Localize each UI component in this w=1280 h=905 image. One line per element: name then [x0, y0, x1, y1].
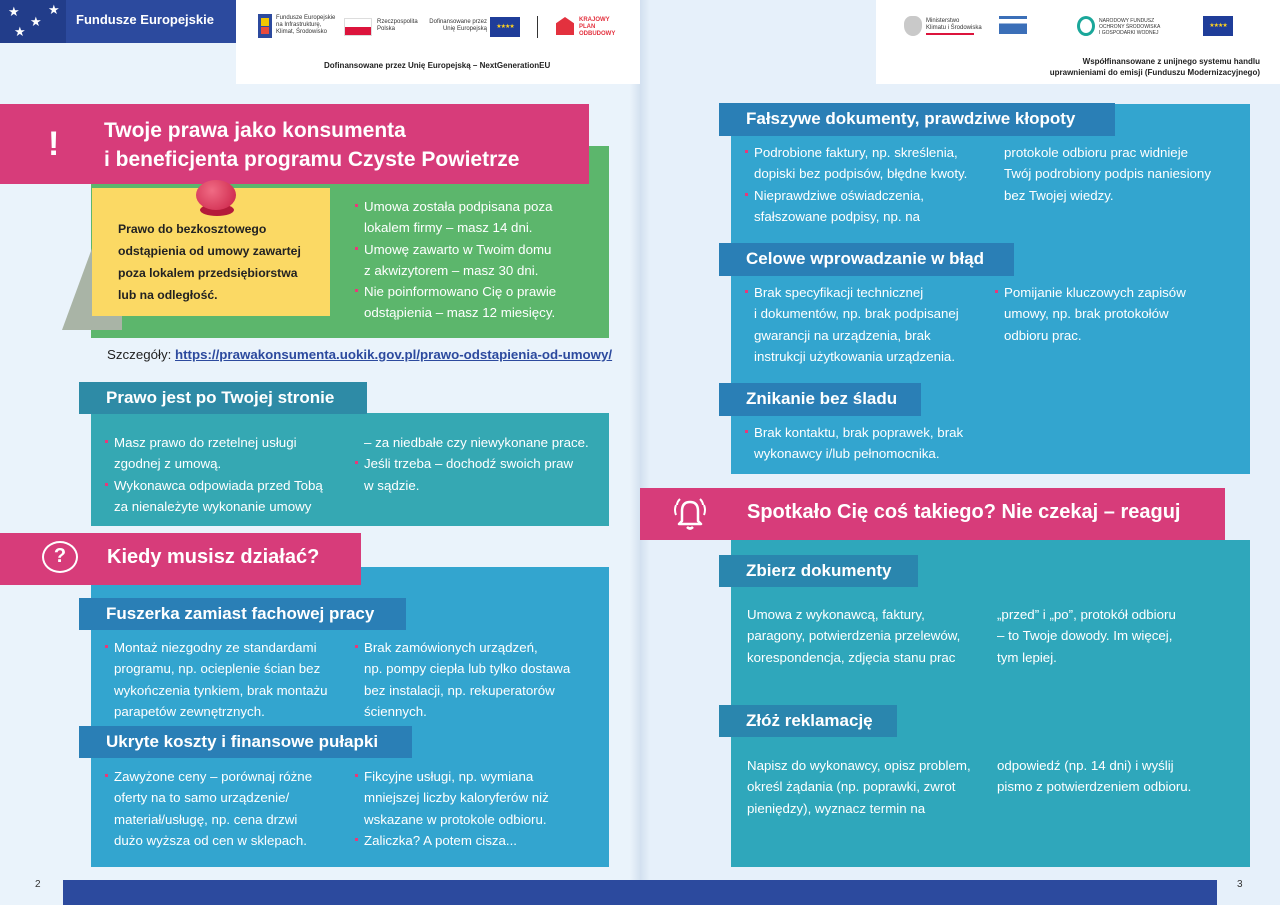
pushpin-icon	[196, 180, 236, 210]
list-item: Brak zamówionych urządzeń, np. pompy ciepła lub tylko dostawa bez instalacji, np. rekuperatorów ściennych.	[355, 637, 605, 722]
when-act-banner	[0, 533, 361, 585]
rp-logo-text: Rzeczpospolita Polska	[377, 19, 418, 32]
header-caption-right: Współfinansowane z unijnego systemu handlu uprawnieniami do emisji (Funduszu Modernizacyjnego)	[1049, 57, 1260, 77]
rights-col2	[355, 432, 605, 496]
poland-flag-icon	[344, 18, 372, 36]
shoddy-work-header: Fuszerka zamiast fachowej pracy	[79, 598, 406, 630]
ministry-underline	[926, 33, 974, 35]
list-item: Umowa została podpisana poza lokalem firmy – masz 14 dni.	[355, 196, 595, 239]
react-banner	[640, 488, 1225, 540]
header-logos-right	[876, 0, 1280, 84]
nfos-logo-text: NARODOWY FUNDUSZ OCHRONY ŚRODOWISKA I GOSPODARKI WODNEJ	[1099, 18, 1161, 36]
page-spine	[630, 0, 650, 905]
main-title-banner	[0, 104, 589, 184]
rights-header: Prawo jest po Twojej stronie	[79, 382, 367, 414]
fake-docs-col1	[745, 142, 1000, 227]
hidden-costs-col1	[105, 766, 355, 851]
fake-docs-header: Fałszywe dokumenty, prawdziwe kłopoty	[719, 103, 1115, 136]
page-number-right: 3	[1237, 879, 1243, 890]
exclamation-icon: !	[48, 125, 60, 163]
ministry-logo-text: Ministerstwo Klimatu i Środowiska	[926, 18, 982, 31]
hidden-costs-header: Ukryte koszty i finansowe pułapki	[79, 726, 412, 758]
list-item: Podrobione faktury, np. skreślenia, dopiski bez podpisów, błędne kwoty.	[745, 142, 1000, 185]
react-title: Spotkało Cię coś takiego? Nie czekaj – reaguj	[747, 501, 1181, 523]
collect-docs-col1: Umowa z wykonawcą, faktury, paragony, potwierdzenia przelewów, korespondencja, zdjęcia stanu prac	[747, 607, 961, 665]
eu-logo-text: Dofinansowane przez Unię Europejską	[429, 19, 487, 32]
building-logo-icon	[999, 16, 1027, 34]
list-item: Pomijanie kluczowych zapisów umowy, np. brak protokołów odbioru prac.	[995, 282, 1235, 346]
shoddy-work-col1	[105, 637, 355, 722]
list-item-continuation: – za niedbałe czy niewykonane prace.	[364, 435, 589, 450]
list-item: Montaż niezgodny ze standardami programu, np. ocieplenie ścian bez wykończenia tynkiem, brak montażu parapetów zewnętrznych.	[105, 637, 355, 722]
complaint-col2: odpowiedź (np. 14 dni) i wyślij pismo z potwierdzeniem odbioru.	[997, 758, 1192, 795]
list-item: Zawyżone ceny – porównaj różne oferty na to samo urządzenie/ materiał/usługę, np. cena drzwi dużo wyższa od cen w sklepach.	[105, 766, 355, 851]
withdrawal-bullets	[355, 196, 595, 324]
list-item: Brak kontaktu, brak poprawek, brak wykonawcy i/lub pełnomocnika.	[745, 422, 1005, 465]
kpo-logo-icon	[556, 17, 574, 35]
complaint-header: Złóż reklamację	[719, 705, 897, 737]
list-item: Nieprawdziwe oświadczenia, sfałszowane podpisy, np. na	[745, 185, 1000, 228]
details-link[interactable]: https://prawakonsumenta.uokik.gov.pl/prawo-odstapienia-od-umowy/	[175, 347, 613, 362]
when-act-title: Kiedy musisz działać?	[107, 546, 320, 568]
list-item: Wykonawca odpowiada przed Tobą za nienależyte wykonanie umowy	[105, 475, 355, 518]
fe-banner-title: Fundusze Europejskie	[76, 12, 214, 27]
sticky-note-text: Prawo do bezkosztowego odstąpienia od umowy zawartej poza lokalem przedsiębiorstwa lub na odległość.	[118, 222, 301, 302]
misleading-col1	[745, 282, 1000, 367]
header-logos-left	[236, 0, 640, 84]
complaint-col1: Napisz do wykonawcy, opisz problem, określ żądania (np. poprawki, zwrot pieniędzy), wyznacz termin na	[747, 758, 971, 816]
list-item: Fikcyjne usługi, np. wymiana mniejszej liczby kaloryferów niż wskazane w protokole odbioru.	[355, 766, 605, 830]
misleading-col2	[995, 282, 1235, 346]
eu-flag-icon-right: ★★★★	[1203, 16, 1233, 36]
logo-divider	[537, 16, 538, 38]
shoddy-work-col2	[355, 637, 605, 722]
list-item: Jeśli trzeba – dochodź swoich praw w sądzie.	[355, 453, 605, 496]
collect-docs-col2: „przed” i „po”, protokół odbioru – to Twoje dowody. Im więcej, tym lepiej.	[997, 607, 1176, 665]
collect-docs-header: Zbierz dokumenty	[719, 555, 918, 587]
fe-logo-text: Fundusze Europejskie na Infrastrukturę, Klimat, Środowisko	[276, 15, 336, 35]
main-title: Twoje prawa jako konsumenta i beneficjenta programu Czyste Powietrze	[104, 119, 520, 171]
vanishing-header: Znikanie bez śladu	[719, 383, 921, 416]
header-caption-left: Dofinansowane przez Unię Europejską – NextGenerationEU	[324, 61, 551, 70]
rights-col1	[105, 432, 355, 517]
list-item: Nie poinformowano Cię o prawie odstąpienia – masz 12 miesięcy.	[355, 281, 595, 324]
eagle-emblem-icon	[904, 16, 922, 36]
fe-banner	[0, 0, 236, 43]
fe-logo-icon	[258, 14, 272, 38]
list-item: Masz prawo do rzetelnej usługi zgodnej z umową.	[105, 432, 355, 475]
details-label: Szczegóły:	[107, 347, 175, 362]
hidden-costs-col2	[355, 766, 605, 851]
kpo-logo-text: KRAJOWY PLAN ODBUDOWY	[579, 17, 616, 37]
list-item: Umowę zawarto w Twoim domu z akwizytorem – masz 30 dni.	[355, 239, 595, 282]
page-number-left: 2	[35, 879, 41, 890]
fake-docs-col2: protokole odbioru prac widnieje Twój podrobiony podpis naniesiony bez Twojej wiedzy.	[1004, 145, 1211, 203]
bottom-bar	[63, 880, 1217, 905]
details-line	[107, 347, 612, 362]
stars-block: ★ ★ ★ ★	[0, 0, 66, 43]
list-item: Zaliczka? A potem cisza...	[355, 830, 605, 851]
list-item: Brak specyfikacji technicznej i dokumentów, np. brak podpisanej gwarancji na urządzenia, brak instrukcji użytkowania urządzenia.	[745, 282, 1000, 367]
question-bubble-icon: ?	[42, 541, 78, 573]
misleading-header: Celowe wprowadzanie w błąd	[719, 243, 1014, 276]
vanishing-col1	[745, 422, 1005, 465]
eu-flag-icon: ★★★★	[490, 17, 520, 37]
nfos-logo-icon	[1077, 16, 1095, 36]
bell-icon	[670, 493, 710, 533]
